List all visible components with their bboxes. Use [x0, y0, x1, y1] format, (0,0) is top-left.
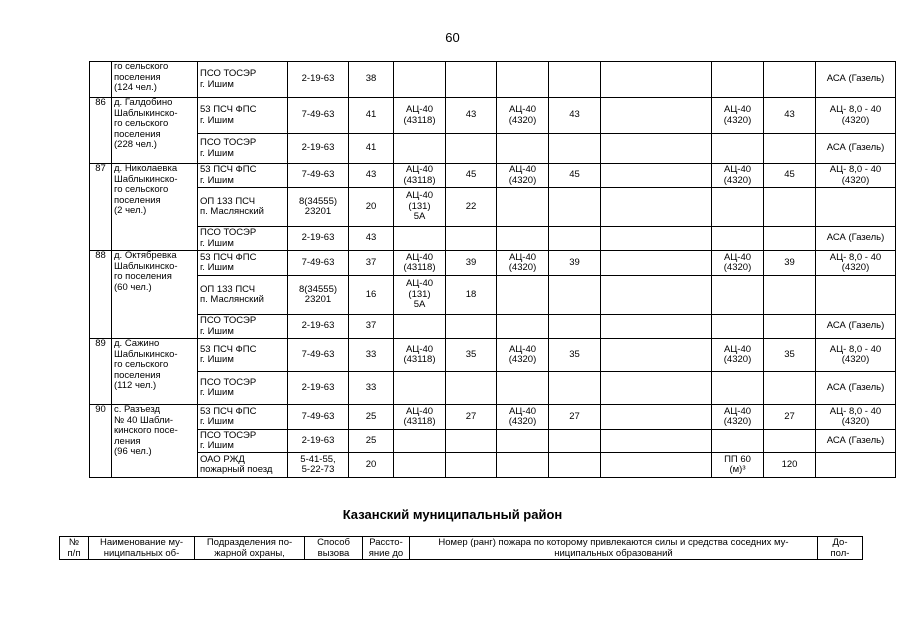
equipment-rank4 [712, 276, 764, 315]
equipment-rank1: АЦ-40 (43118) [394, 251, 446, 276]
row-number: 87 [90, 164, 112, 251]
additional-equipment: АЦ- 8,0 - 40 (4320) [816, 98, 896, 134]
header-row [60, 537, 863, 560]
distance-rank4: 43 [764, 98, 816, 134]
distance: 43 [349, 227, 394, 251]
row-number: 89 [90, 339, 112, 405]
distance-rank2 [549, 453, 601, 478]
call-phone: 5-41-55, 5-22-73 [288, 453, 349, 478]
header-number: № п/п [60, 537, 89, 560]
distance-rank1: 27 [446, 405, 497, 430]
equipment-rank1 [394, 134, 446, 164]
additional-equipment [816, 188, 896, 227]
table-row [90, 276, 896, 315]
settlement-name: д. Галдобино Шаблыкинско- го сельского поселения (228 чел.) [112, 98, 198, 164]
distance-rank4: 27 [764, 405, 816, 430]
equipment-rank4: АЦ-40 (4320) [712, 98, 764, 134]
settlement-name: д. Сажино Шаблыкинско- го сельского поселения (112 чел.) [112, 339, 198, 405]
table-row [90, 188, 896, 227]
distance-rank2 [549, 188, 601, 227]
equipment-rank3 [601, 134, 712, 164]
settlement-name: д. Октябревка Шаблыкинско- го поселения (60 чел.) [112, 251, 198, 339]
call-phone: 7-49-63 [288, 98, 349, 134]
equipment-rank3 [601, 453, 712, 478]
distance-rank4: 120 [764, 453, 816, 478]
distance-rank2: 27 [549, 405, 601, 430]
distance-rank1 [446, 372, 497, 405]
equipment-rank4: АЦ-40 (4320) [712, 405, 764, 430]
additional-equipment: АСА (Газель) [816, 315, 896, 339]
equipment-rank3 [601, 276, 712, 315]
equipment-rank1: АЦ-40 (131) 5А [394, 276, 446, 315]
row-number [90, 62, 112, 98]
equipment-rank2 [497, 227, 549, 251]
distance: 25 [349, 405, 394, 430]
distance: 37 [349, 315, 394, 339]
distance-rank4: 39 [764, 251, 816, 276]
equipment-rank1: АЦ-40 (131) 5А [394, 188, 446, 227]
fire-unit: 53 ПСЧ ФПС г. Ишим [198, 339, 288, 372]
equipment-rank1 [394, 372, 446, 405]
table-row [90, 372, 896, 405]
distance-rank4: 45 [764, 164, 816, 188]
row-number: 90 [90, 405, 112, 478]
equipment-rank2: АЦ-40 (4320) [497, 339, 549, 372]
distance-rank1 [446, 227, 497, 251]
distance-rank2 [549, 372, 601, 405]
equipment-rank4 [712, 315, 764, 339]
equipment-rank3 [601, 62, 712, 98]
additional-equipment: АСА (Газель) [816, 430, 896, 453]
distance-rank1 [446, 134, 497, 164]
call-phone: 2-19-63 [288, 62, 349, 98]
call-phone: 2-19-63 [288, 134, 349, 164]
distance: 33 [349, 339, 394, 372]
call-phone: 2-19-63 [288, 430, 349, 453]
distance-rank4 [764, 227, 816, 251]
row-number: 88 [90, 251, 112, 339]
distance-rank1 [446, 453, 497, 478]
equipment-rank3 [601, 251, 712, 276]
distance: 20 [349, 188, 394, 227]
additional-equipment: АСА (Газель) [816, 227, 896, 251]
call-phone: 7-49-63 [288, 251, 349, 276]
distance: 41 [349, 98, 394, 134]
header-fire-units: Подразделения по- жарной охраны, [195, 537, 305, 560]
equipment-rank2: АЦ-40 (4320) [497, 405, 549, 430]
distance-rank1: 43 [446, 98, 497, 134]
equipment-rank2 [497, 430, 549, 453]
distance-rank1 [446, 315, 497, 339]
settlement-name: с. Разъезд № 40 Шабли- кинского посе- ления (96 чел.) [112, 405, 198, 478]
call-phone: 7-49-63 [288, 164, 349, 188]
table-row [90, 62, 896, 98]
table-row [90, 453, 896, 478]
fire-unit: ОП 133 ПСЧ п. Маслянский [198, 188, 288, 227]
equipment-rank2: АЦ-40 (4320) [497, 251, 549, 276]
call-phone: 2-19-63 [288, 227, 349, 251]
distance-rank1 [446, 62, 497, 98]
call-phone: 7-49-63 [288, 405, 349, 430]
settlement-name: го сельского поселения (124 чел.) [112, 62, 198, 98]
fire-unit: ПСО ТОСЭР г. Ишим [198, 134, 288, 164]
equipment-rank2: АЦ-40 (4320) [497, 164, 549, 188]
fire-unit: ОП 133 ПСЧ п. Маслянский [198, 276, 288, 315]
equipment-rank4: АЦ-40 (4320) [712, 339, 764, 372]
header-municipality: Наименование му- ниципальных об- [89, 537, 195, 560]
distance-rank2 [549, 227, 601, 251]
distance-rank2 [549, 430, 601, 453]
distance: 20 [349, 453, 394, 478]
page-number: 60 [445, 30, 460, 45]
call-phone: 7-49-63 [288, 339, 349, 372]
equipment-rank4: АЦ-40 (4320) [712, 251, 764, 276]
equipment-rank4 [712, 134, 764, 164]
call-phone: 8(34555) 23201 [288, 188, 349, 227]
distance-rank4 [764, 62, 816, 98]
equipment-rank2 [497, 134, 549, 164]
table-row [90, 430, 896, 453]
distance: 16 [349, 276, 394, 315]
distance: 37 [349, 251, 394, 276]
distance-rank2: 45 [549, 164, 601, 188]
equipment-rank1: АЦ-40 (43118) [394, 405, 446, 430]
fire-unit: 53 ПСЧ ФПС г. Ишим [198, 405, 288, 430]
equipment-rank2 [497, 453, 549, 478]
equipment-rank2 [497, 62, 549, 98]
distance-rank2 [549, 276, 601, 315]
equipment-rank4 [712, 62, 764, 98]
distance-rank1: 22 [446, 188, 497, 227]
fire-unit: ПСО ТОСЭР г. Ишим [198, 430, 288, 453]
table-row [90, 227, 896, 251]
equipment-rank3 [601, 98, 712, 134]
distance-rank1: 18 [446, 276, 497, 315]
fire-unit: ПСО ТОСЭР г. Ишим [198, 372, 288, 405]
fire-unit: ПСО ТОСЭР г. Ишим [198, 62, 288, 98]
fire-unit: ОАО РЖД пожарный поезд [198, 453, 288, 478]
distance: 25 [349, 430, 394, 453]
additional-equipment: АЦ- 8,0 - 40 (4320) [816, 339, 896, 372]
distance-rank1: 35 [446, 339, 497, 372]
distance-rank4 [764, 372, 816, 405]
call-phone: 8(34555) 23201 [288, 276, 349, 315]
equipment-rank2: АЦ-40 (4320) [497, 98, 549, 134]
equipment-rank4: АЦ-40 (4320) [712, 164, 764, 188]
equipment-rank3 [601, 315, 712, 339]
distance-rank4: 35 [764, 339, 816, 372]
equipment-rank1: АЦ-40 (43118) [394, 98, 446, 134]
call-phone: 2-19-63 [288, 372, 349, 405]
header-additional: До- пол- [818, 537, 863, 560]
equipment-rank3 [601, 430, 712, 453]
table-row [90, 339, 896, 372]
equipment-rank4 [712, 372, 764, 405]
equipment-rank1: АЦ-40 (43118) [394, 339, 446, 372]
header-distance: Рассто- яние до [363, 537, 410, 560]
row-number: 86 [90, 98, 112, 164]
distance-rank4 [764, 134, 816, 164]
equipment-rank4 [712, 227, 764, 251]
next-table-header [59, 536, 863, 560]
distance-rank4 [764, 276, 816, 315]
equipment-rank4 [712, 188, 764, 227]
distance-rank4 [764, 315, 816, 339]
equipment-rank1 [394, 227, 446, 251]
distance-rank1: 45 [446, 164, 497, 188]
fire-unit: ПСО ТОСЭР г. Ишим [198, 227, 288, 251]
table-row [90, 98, 896, 134]
equipment-rank3 [601, 372, 712, 405]
distance: 38 [349, 62, 394, 98]
section-title: Казанский муниципальный район [342, 507, 563, 522]
additional-equipment: АСА (Газель) [816, 372, 896, 405]
equipment-rank2 [497, 188, 549, 227]
additional-equipment: АЦ- 8,0 - 40 (4320) [816, 251, 896, 276]
distance-rank1 [446, 430, 497, 453]
equipment-rank3 [601, 188, 712, 227]
table-row [90, 315, 896, 339]
distance-rank2 [549, 134, 601, 164]
table-row [90, 164, 896, 188]
additional-equipment: АСА (Газель) [816, 134, 896, 164]
fire-resources-table [89, 61, 896, 478]
header-call-method: Способ вызова [305, 537, 363, 560]
fire-unit: 53 ПСЧ ФПС г. Ишим [198, 98, 288, 134]
equipment-rank1 [394, 315, 446, 339]
distance-rank1: 39 [446, 251, 497, 276]
fire-unit: 53 ПСЧ ФПС г. Ишим [198, 251, 288, 276]
distance-rank2 [549, 62, 601, 98]
fire-unit: ПСО ТОСЭР г. Ишим [198, 315, 288, 339]
distance-rank2 [549, 315, 601, 339]
equipment-rank3 [601, 227, 712, 251]
equipment-rank3 [601, 405, 712, 430]
equipment-rank1 [394, 430, 446, 453]
additional-equipment [816, 276, 896, 315]
equipment-rank4 [712, 430, 764, 453]
distance-rank2: 39 [549, 251, 601, 276]
table-row [90, 251, 896, 276]
equipment-rank2 [497, 372, 549, 405]
equipment-rank3 [601, 339, 712, 372]
distance: 41 [349, 134, 394, 164]
additional-equipment: АСА (Газель) [816, 62, 896, 98]
equipment-rank2 [497, 276, 549, 315]
distance: 33 [349, 372, 394, 405]
equipment-rank3 [601, 164, 712, 188]
fire-unit: 53 ПСЧ ФПС г. Ишим [198, 164, 288, 188]
distance-rank4 [764, 430, 816, 453]
settlement-name: д. Николаевка Шаблыкинско- го сельского поселения (2 чел.) [112, 164, 198, 251]
equipment-rank4: ПП 60 (м)³ [712, 453, 764, 478]
distance-rank4 [764, 188, 816, 227]
equipment-rank1: АЦ-40 (43118) [394, 164, 446, 188]
additional-equipment [816, 453, 896, 478]
table-row [90, 405, 896, 430]
additional-equipment: АЦ- 8,0 - 40 (4320) [816, 164, 896, 188]
equipment-rank1 [394, 62, 446, 98]
equipment-rank1 [394, 453, 446, 478]
call-phone: 2-19-63 [288, 315, 349, 339]
distance-rank2: 43 [549, 98, 601, 134]
distance: 43 [349, 164, 394, 188]
equipment-rank2 [497, 315, 549, 339]
table-row [90, 134, 896, 164]
additional-equipment: АЦ- 8,0 - 40 (4320) [816, 405, 896, 430]
header-fire-rank: Номер (ранг) пожара по которому привлекаются силы и средства соседних му- ниципальных образований [410, 537, 818, 560]
distance-rank2: 35 [549, 339, 601, 372]
